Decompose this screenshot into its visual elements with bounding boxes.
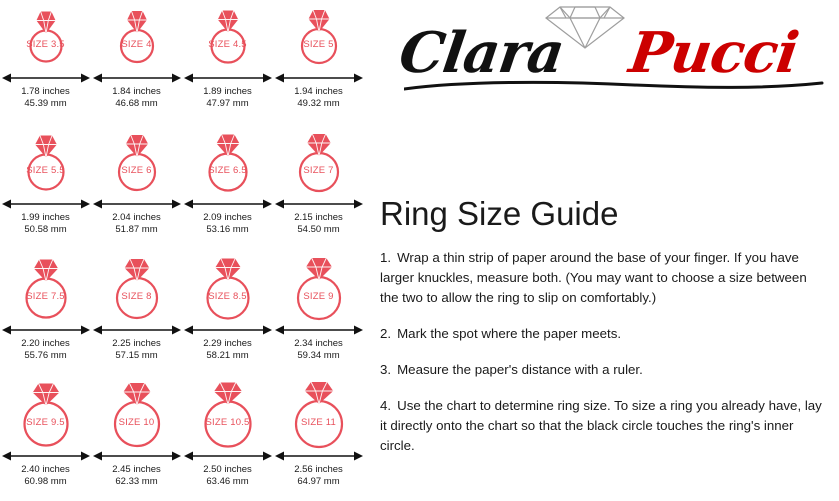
ring-measurement [91, 212, 182, 235]
ring-inches: 2.29 inches [203, 338, 252, 349]
instruction-steps [380, 248, 827, 472]
ring-illustration [91, 254, 182, 330]
ring-measurement [182, 464, 273, 487]
double-arrow-icon [93, 198, 181, 210]
ring-measurement [91, 338, 182, 361]
ring-size-label: SIZE 4.5 [208, 39, 247, 50]
ring-inches: 2.20 inches [21, 338, 70, 349]
ring-size-cell [0, 128, 91, 246]
ring-millimeters: 55.76 mm [24, 349, 67, 361]
step-number: 1. [380, 250, 392, 265]
ring-size-cell [273, 2, 364, 120]
double-arrow-icon [2, 450, 90, 462]
double-arrow-icon [2, 324, 90, 336]
ring-size-cell [0, 380, 91, 498]
ring-illustration [182, 254, 273, 330]
ring-size-cell [91, 2, 182, 120]
guide-panel [372, 0, 839, 501]
ring-illustration [273, 2, 364, 78]
ring-illustration [91, 380, 182, 456]
ring-size-label: SIZE 7 [303, 165, 334, 176]
double-arrow-icon [184, 324, 272, 336]
brand-logo [382, 2, 832, 102]
ring-measurement [273, 212, 364, 235]
ring-size-cell [273, 254, 364, 372]
ring-size-cell [273, 380, 364, 498]
ring-size-label: SIZE 10 [118, 417, 155, 428]
double-arrow-icon [184, 72, 272, 84]
measure-arrow [275, 323, 363, 335]
ring-illustration [182, 2, 273, 78]
ring-illustration [0, 2, 91, 78]
ring-illustration [273, 128, 364, 204]
ring-measurement [182, 338, 273, 361]
step-number: 3. [380, 362, 392, 377]
instruction-step [380, 248, 827, 308]
measure-arrow [93, 71, 181, 83]
ring-size-label: SIZE 8.5 [208, 291, 247, 302]
step-text: Mark the spot where the paper meets. [397, 326, 622, 341]
ring-size-cell [182, 2, 273, 120]
ring-inches: 1.99 inches [21, 212, 70, 223]
ring-inches: 2.50 inches [203, 464, 252, 475]
ring-inches: 1.78 inches [21, 86, 70, 97]
ring-millimeters: 62.33 mm [115, 475, 158, 487]
measure-arrow [184, 323, 272, 335]
ring-size-cell [91, 128, 182, 246]
ring-inches: 1.94 inches [294, 86, 343, 97]
ring-size-label: SIZE 10.5 [205, 417, 250, 428]
ring-size-cell [0, 2, 91, 120]
ring-inches: 2.15 inches [294, 212, 343, 223]
ring-inches: 2.04 inches [112, 212, 161, 223]
ring-size-label: SIZE 8 [121, 291, 152, 302]
ring-millimeters: 58.21 mm [206, 349, 249, 361]
double-arrow-icon [275, 324, 363, 336]
brand-name-first: Clara [395, 20, 568, 86]
ring-size-cell [273, 128, 364, 246]
ring-illustration [182, 128, 273, 204]
ring-measurement [182, 212, 273, 235]
ring-measurement [91, 86, 182, 109]
ring-size-label: SIZE 3.5 [26, 39, 65, 50]
ring-millimeters: 57.15 mm [115, 349, 158, 361]
measure-arrow [184, 197, 272, 209]
ring-measurement [182, 86, 273, 109]
ring-size-label: SIZE 7.5 [26, 291, 65, 302]
ring-size-label: SIZE 4 [121, 39, 152, 50]
ring-inches: 2.45 inches [112, 464, 161, 475]
ring-size-cell [182, 380, 273, 498]
double-arrow-icon [93, 72, 181, 84]
step-text: Use the chart to determine ring size. To size a ring you already have, lay it directly onto the chart so that the black circle touches the ring's inner circle. [380, 398, 822, 453]
ring-size-cell [0, 254, 91, 372]
ring-illustration [0, 380, 91, 456]
ring-millimeters: 60.98 mm [24, 475, 67, 487]
step-text: Measure the paper's distance with a ruler. [397, 362, 643, 377]
ring-inches: 2.25 inches [112, 338, 161, 349]
ring-illustration [0, 254, 91, 330]
ring-inches: 2.56 inches [294, 464, 343, 475]
measure-arrow [2, 71, 90, 83]
ring-size-cell [182, 128, 273, 246]
double-arrow-icon [184, 450, 272, 462]
measure-arrow [2, 449, 90, 461]
ring-size-label: SIZE 9 [303, 291, 334, 302]
instruction-step [380, 396, 827, 456]
double-arrow-icon [93, 324, 181, 336]
ring-illustration [0, 128, 91, 204]
ring-size-label: SIZE 6.5 [208, 165, 247, 176]
ring-measurement [273, 464, 364, 487]
ring-measurement [0, 86, 91, 109]
ring-measurement [0, 338, 91, 361]
ring-inches: 2.40 inches [21, 464, 70, 475]
ring-millimeters: 63.46 mm [206, 475, 249, 487]
double-arrow-icon [275, 198, 363, 210]
step-number: 4. [380, 398, 392, 413]
ring-illustration [273, 254, 364, 330]
ring-measurement [0, 464, 91, 487]
double-arrow-icon [275, 450, 363, 462]
instruction-step [380, 360, 827, 380]
double-arrow-icon [275, 72, 363, 84]
ring-millimeters: 49.32 mm [297, 97, 340, 109]
ring-measurement [273, 338, 364, 361]
ring-millimeters: 51.87 mm [115, 223, 158, 235]
measure-arrow [93, 323, 181, 335]
measure-arrow [184, 71, 272, 83]
ring-size-label: SIZE 5 [303, 39, 334, 50]
ring-size-cell [91, 254, 182, 372]
ring-millimeters: 50.58 mm [24, 223, 67, 235]
ring-size-chart [0, 0, 366, 501]
double-arrow-icon [184, 198, 272, 210]
measure-arrow [2, 197, 90, 209]
measure-arrow [184, 449, 272, 461]
measure-arrow [93, 449, 181, 461]
ring-inches: 1.84 inches [112, 86, 161, 97]
step-text: Wrap a thin strip of paper around the base of your finger. If you have larger knuckles, measure both. (You may want to choose a size between the two to allow the ring to slip on comfortably.) [380, 250, 807, 305]
ring-measurement [0, 212, 91, 235]
ring-illustration [182, 380, 273, 456]
ring-millimeters: 54.50 mm [297, 223, 340, 235]
brand-name-second: Pucci [625, 20, 802, 86]
ring-millimeters: 59.34 mm [297, 349, 340, 361]
ring-size-label: SIZE 5.5 [26, 165, 65, 176]
ring-millimeters: 46.68 mm [115, 97, 158, 109]
ring-millimeters: 45.39 mm [24, 97, 67, 109]
measure-arrow [93, 197, 181, 209]
ring-size-cell [182, 254, 273, 372]
logo-underline [404, 80, 824, 92]
ring-inches: 2.34 inches [294, 338, 343, 349]
double-arrow-icon [93, 450, 181, 462]
ring-size-label: SIZE 11 [300, 417, 337, 428]
double-arrow-icon [2, 198, 90, 210]
ring-millimeters: 64.97 mm [297, 475, 340, 487]
ring-millimeters: 53.16 mm [206, 223, 249, 235]
ring-measurement [91, 464, 182, 487]
step-number: 2. [380, 326, 392, 341]
page-title: Ring Size Guide [380, 195, 619, 232]
ring-size-cell [91, 380, 182, 498]
ring-size-label: SIZE 9.5 [26, 417, 65, 428]
measure-arrow [2, 323, 90, 335]
measure-arrow [275, 197, 363, 209]
instruction-step [380, 324, 827, 344]
ring-inches: 2.09 inches [203, 212, 252, 223]
measure-arrow [275, 449, 363, 461]
ring-illustration [91, 2, 182, 78]
ring-measurement [273, 86, 364, 109]
ring-illustration [273, 380, 364, 456]
ring-inches: 1.89 inches [203, 86, 252, 97]
ring-millimeters: 47.97 mm [206, 97, 249, 109]
measure-arrow [275, 71, 363, 83]
ring-size-label: SIZE 6 [121, 165, 152, 176]
double-arrow-icon [2, 72, 90, 84]
ring-illustration [91, 128, 182, 204]
